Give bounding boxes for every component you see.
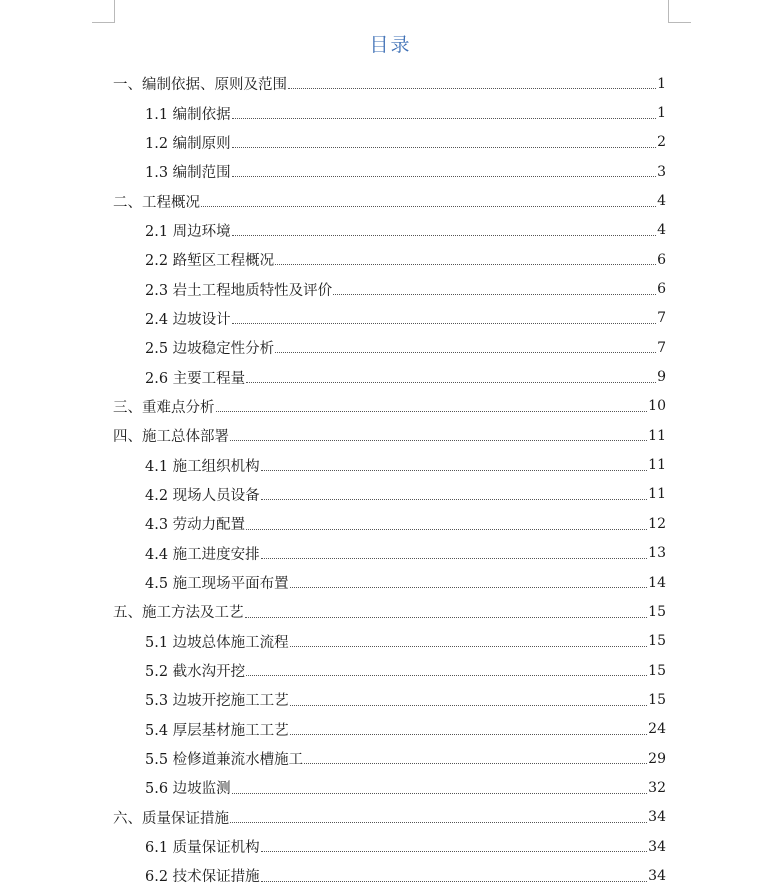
toc-entry-text: 1.2 编制原则 [145, 135, 231, 152]
toc-page-number: 1 [657, 75, 666, 92]
toc-entry-text: 5.2 截水沟开挖 [145, 664, 246, 681]
toc-page-number: 14 [648, 574, 666, 591]
toc-entry-text: 5.3 边坡开挖施工工艺 [145, 693, 289, 710]
toc-page-number: 15 [648, 691, 666, 708]
toc-entry-text: 5.5 检修道兼流水槽施工 [145, 752, 304, 769]
toc-entry-text: 6.1 质量保证机构 [145, 840, 260, 857]
toc-page-number: 32 [648, 779, 666, 796]
toc-page-number: 11 [648, 457, 666, 474]
toc-entry-section[interactable] [0, 245, 781, 274]
page-corner-mark-top-right [668, 0, 691, 23]
toc-page-number: 34 [648, 809, 666, 826]
toc-entry-section[interactable] [0, 480, 781, 509]
toc-entry-section[interactable] [0, 362, 781, 391]
toc-entry-section[interactable] [0, 568, 781, 597]
toc-page-number: 4 [657, 222, 666, 239]
toc-entry-text: 1.1 编制依据 [145, 106, 231, 123]
toc-page-number: 11 [648, 486, 666, 503]
toc-dot-leader [232, 235, 656, 236]
toc-entry-section[interactable] [0, 832, 781, 861]
toc-dot-leader [232, 323, 656, 324]
toc-entry-chapter[interactable] [0, 186, 781, 215]
toc-entry-chapter[interactable] [0, 392, 781, 421]
toc-page-number: 6 [657, 281, 666, 298]
toc-entry-text: 4.2 现场人员设备 [145, 487, 260, 504]
toc-entry-section[interactable] [0, 656, 781, 685]
toc-entry-text: 5.4 厚层基材施工工艺 [145, 722, 289, 739]
toc-dot-leader [232, 147, 656, 148]
toc-entry-section[interactable] [0, 627, 781, 656]
toc-dot-leader [232, 176, 656, 177]
toc-entry-section[interactable] [0, 274, 781, 303]
toc-page-number: 11 [648, 427, 666, 444]
toc-dot-leader [261, 851, 648, 852]
toc-dot-leader [216, 411, 648, 412]
toc-entry-text: 三、重难点分析 [113, 399, 215, 416]
toc-dot-leader [246, 675, 647, 676]
toc-entry-text: 5.6 边坡监测 [145, 781, 231, 798]
toc-entry-section[interactable] [0, 450, 781, 479]
toc-dot-leader [290, 587, 648, 588]
toc-page-number: 13 [648, 545, 666, 562]
toc-entry-chapter[interactable] [0, 803, 781, 832]
toc-dot-leader [232, 118, 656, 119]
toc-entry-section[interactable] [0, 304, 781, 333]
toc-dot-leader [290, 646, 648, 647]
toc-page-number: 15 [648, 633, 666, 650]
toc-page-number: 34 [648, 867, 666, 884]
toc-dot-leader [230, 822, 647, 823]
toc-page-number: 34 [648, 838, 666, 855]
toc-dot-leader [261, 558, 648, 559]
toc-entry-chapter[interactable] [0, 69, 781, 98]
toc-entry-text: 2.6 主要工程量 [145, 370, 246, 387]
table-of-contents [0, 69, 781, 891]
toc-entry-section[interactable] [0, 744, 781, 773]
toc-page-number: 29 [648, 750, 666, 767]
toc-dot-leader [261, 499, 648, 500]
toc-entry-section[interactable] [0, 509, 781, 538]
toc-title: 目录 [369, 34, 412, 56]
toc-entry-section[interactable] [0, 715, 781, 744]
toc-dot-leader [246, 382, 656, 383]
toc-entry-section[interactable] [0, 98, 781, 127]
toc-dot-leader [246, 529, 647, 530]
toc-dot-leader [290, 705, 648, 706]
toc-entry-text: 四、施工总体部署 [113, 429, 229, 446]
toc-entry-text: 1.3 编制范围 [145, 165, 231, 182]
toc-dot-leader [333, 294, 656, 295]
toc-dot-leader [230, 440, 647, 441]
toc-entry-section[interactable] [0, 216, 781, 245]
toc-dot-leader [275, 264, 656, 265]
toc-page-number: 15 [648, 603, 666, 620]
toc-dot-leader [290, 734, 648, 735]
toc-entry-chapter[interactable] [0, 421, 781, 450]
toc-entry-text: 2.2 路堑区工程概况 [145, 253, 275, 270]
toc-entry-text: 二、工程概况 [113, 194, 200, 211]
toc-entry-section[interactable] [0, 861, 781, 890]
toc-dot-leader [245, 617, 648, 618]
toc-entry-text: 4.3 劳动力配置 [145, 517, 246, 534]
toc-entry-text: 4.1 施工组织机构 [145, 458, 260, 475]
toc-entry-text: 一、编制依据、原则及范围 [113, 77, 287, 94]
toc-entry-section[interactable] [0, 773, 781, 802]
toc-page-number: 7 [657, 339, 666, 356]
toc-entry-text: 4.5 施工现场平面布置 [145, 576, 289, 593]
toc-dot-leader [232, 793, 648, 794]
toc-entry-text: 5.1 边坡总体施工流程 [145, 634, 289, 651]
toc-dot-leader [201, 206, 656, 207]
toc-entry-text: 2.5 边坡稳定性分析 [145, 341, 275, 358]
toc-entry-text: 6.2 技术保证措施 [145, 869, 260, 886]
toc-page-number: 3 [657, 163, 666, 180]
toc-dot-leader [275, 352, 656, 353]
toc-entry-text: 五、施工方法及工艺 [113, 605, 244, 622]
toc-dot-leader [261, 881, 648, 882]
toc-dot-leader [261, 470, 648, 471]
toc-page-number: 6 [657, 251, 666, 268]
toc-entry-section[interactable] [0, 333, 781, 362]
toc-page-number: 24 [648, 721, 666, 738]
toc-page-number: 9 [657, 369, 666, 386]
toc-entry-text: 2.1 周边环境 [145, 223, 231, 240]
toc-entry-chapter[interactable] [0, 597, 781, 626]
toc-page-number: 4 [657, 193, 666, 210]
toc-page-number: 10 [648, 398, 666, 415]
toc-entry-section[interactable] [0, 157, 781, 186]
toc-dot-leader [288, 88, 656, 89]
toc-entry-section[interactable] [0, 128, 781, 157]
toc-entry-text: 2.3 岩土工程地质特性及评价 [145, 282, 333, 299]
page-corner-mark-top-left [92, 0, 115, 23]
toc-page-number: 15 [648, 662, 666, 679]
toc-entry-text: 4.4 施工进度安排 [145, 546, 260, 563]
toc-entry-text: 六、质量保证措施 [113, 810, 229, 827]
toc-page-number: 1 [657, 105, 666, 122]
toc-page-number: 7 [657, 310, 666, 327]
toc-page-number: 2 [657, 134, 666, 151]
toc-entry-section[interactable] [0, 685, 781, 714]
toc-entry-section[interactable] [0, 539, 781, 568]
toc-page-number: 12 [648, 515, 666, 532]
toc-entry-text: 2.4 边坡设计 [145, 311, 231, 328]
toc-dot-leader [304, 763, 647, 764]
